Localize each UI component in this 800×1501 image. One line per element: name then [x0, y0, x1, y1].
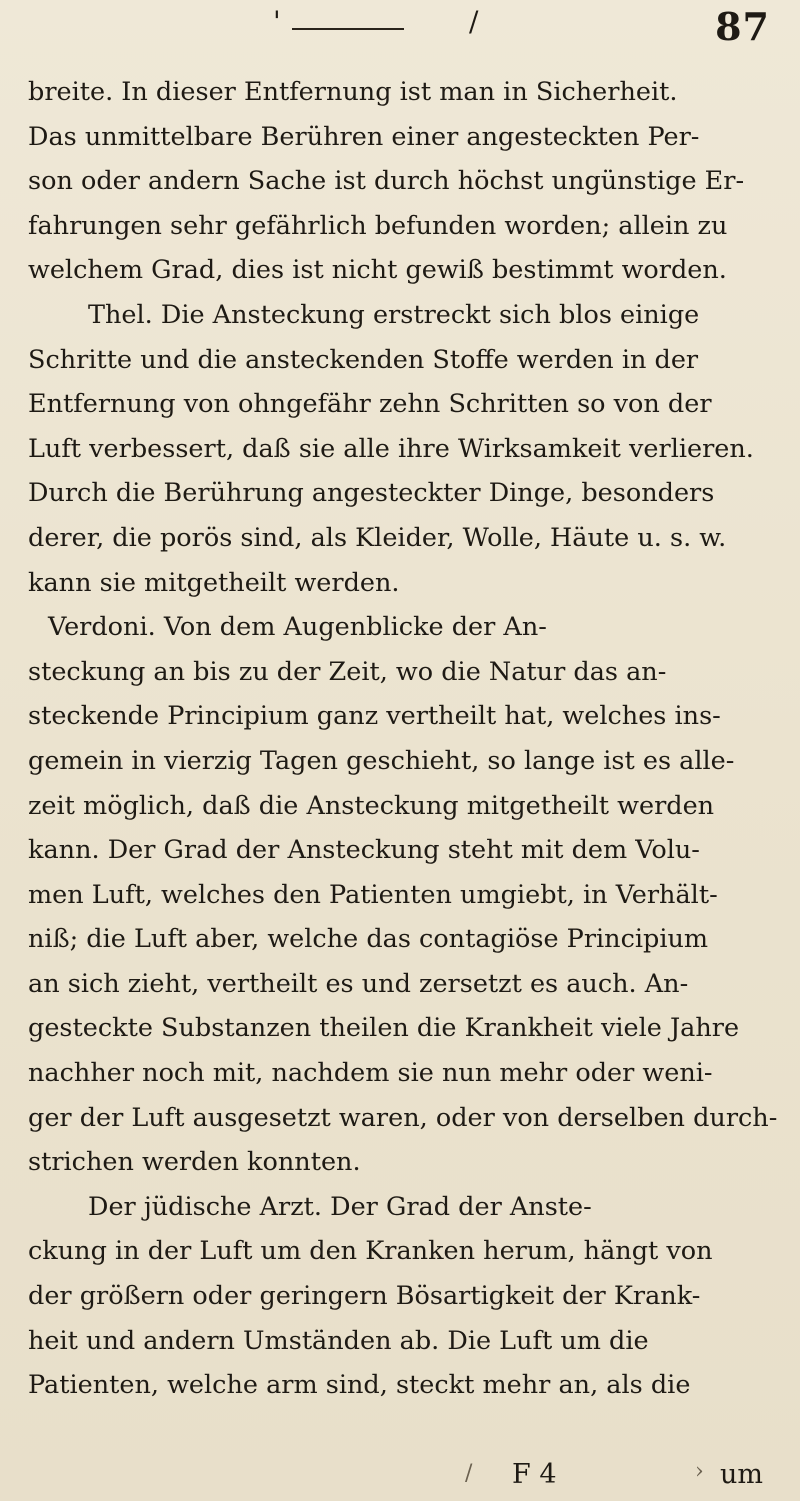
paragraph-start-thel: Thel. Die Ansteckung erstreckt sich blos einige	[88, 299, 700, 330]
text-line: steckende Principium ganz vertheilt hat, welches ins-	[28, 701, 721, 732]
text-line: strichen werden konnten.	[28, 1147, 361, 1178]
text-line: Luft verbessert, daß sie alle ihre Wirksamkeit verlieren.	[28, 433, 754, 464]
footer-tick-mark: ›	[695, 1459, 704, 1484]
text-line: gesteckte Substanzen theilen die Krankheit viele Jahre	[28, 1013, 740, 1044]
text-line: breite. In dieser Entfernung ist man in Sicherheit.	[28, 77, 678, 107]
text-line: an sich zieht, vertheilt es und zersetzt es auch. An-	[28, 968, 689, 999]
text-line: kann sie mitgetheilt werden.	[28, 567, 400, 598]
text-line: welchem Grad, dies ist nicht gewiß bestimmt worden.	[28, 255, 727, 286]
text-line: ckung in der Luft um den Kranken herum, hängt von	[28, 1236, 713, 1267]
text-line: niß; die Luft aber, welche das contagiöse Principium	[28, 924, 709, 955]
catchword: um	[720, 1459, 763, 1490]
text-line: Das unmittelbare Berühren einer angesteckten Per-	[28, 121, 700, 152]
text-line: son oder andern Sache ist durch höchst ungünstige Er-	[28, 166, 745, 197]
text-line: fahrungen sehr gefährlich befunden worden; allein zu	[28, 210, 728, 241]
text-line: heit und andern Umständen ab. Die Luft um die	[28, 1325, 649, 1356]
paragraph-start-juedischer-arzt: Der jüdische Arzt. Der Grad der Anste-	[88, 1191, 592, 1222]
text-line: steckung an bis zu der Zeit, wo die Natur das an-	[28, 656, 667, 687]
page-number: 87	[715, 4, 770, 49]
text-line: der größern oder geringern Bösartigkeit der Krank-	[28, 1281, 701, 1312]
text-line: Schritte und die ansteckenden Stoffe werden in der	[28, 344, 699, 375]
text-line: gemein in vierzig Tagen geschieht, so lange ist es alle-	[28, 745, 735, 776]
body-text	[28, 70, 780, 1408]
text-line: Patienten, welche arm sind, steckt mehr an, als die	[28, 1370, 691, 1401]
page-footer	[0, 1455, 800, 1495]
signature-mark: F 4	[512, 1459, 557, 1490]
header-mark-left: '	[273, 5, 281, 38]
footer-slash-mark: /	[465, 1461, 473, 1486]
text-line: Durch die Berührung angesteckter Dinge, besonders	[28, 478, 715, 509]
header-mark-mid: /	[469, 5, 479, 38]
text-line: zeit möglich, daß die Ansteckung mitgetheilt werden	[28, 790, 715, 821]
text-line: derer, die porös sind, als Kleider, Wolle, Häute u. s. w.	[28, 522, 727, 553]
text-line: ger der Luft ausgesetzt waren, oder von derselben durch-	[28, 1102, 778, 1133]
text-line: kann. Der Grad der Ansteckung steht mit dem Volu-	[28, 835, 700, 866]
paragraph-start-verdoni: Verdoni. Von dem Augenblicke der An-	[48, 612, 547, 643]
text-line: Entfernung von ohngefähr zehn Schritten so von der	[28, 389, 712, 420]
text-line: nachher noch mit, nachdem sie nun mehr oder weni-	[28, 1058, 713, 1089]
header-rule	[292, 28, 404, 30]
text-line: men Luft, welches den Patienten umgiebt, in Verhält-	[28, 879, 718, 910]
